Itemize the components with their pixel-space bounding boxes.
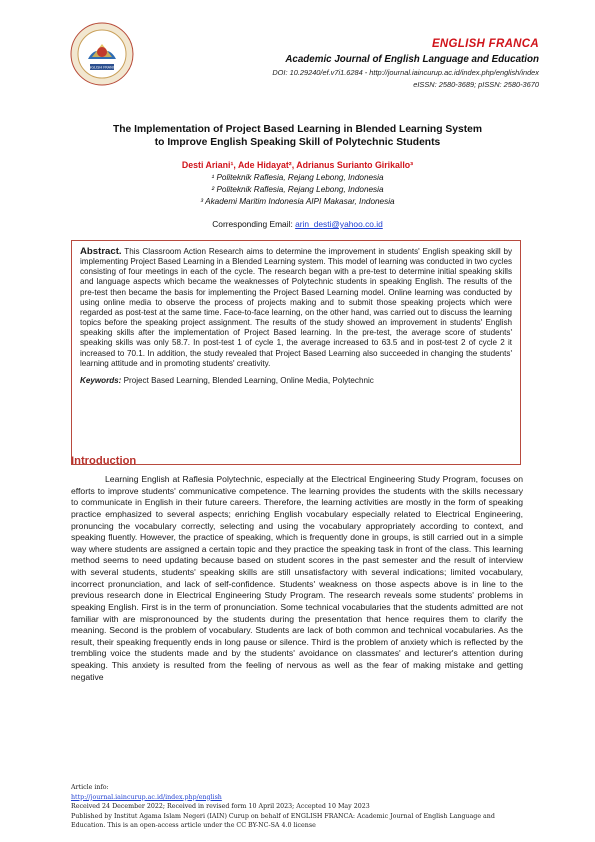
introduction-paragraph: Learning English at Raflesia Polytechnic, especially at the Electrical Engineering Study Program, focuses on efforts to improve students' communicative competence. The learning provides the students with the skills necessary to communicate in English in their future careers. Therefore, the learning activities are mostly in the form of speaking practice emphasized to several aspects; enriching English vocabulary especially related to Electrical Engineering, pronuncing the vocabulary correctly, selecting and using the vocabulary appropriately according to context, and speaking fluently. However, the practice of speaking, which is frequently done in groups, is still carried out in a simple way where students are assigned a certain topic and they practice the speaking task in front of the class. This learning method seems to need updating because based on student scores in the past semester and the result of interview with several students, students' speaking skills are still unsatisfactory with several indications; limited vocabulary, incorrect pronunciation, and lack of self-confidence. Students' weakness on those aspects above is in line to the previous research done in Electrical Engineering Study Program. The research reveals some students' problems in speaking English. First is in the term of pronunciation. Some technical vocabularies that the students admitted are not familiar with are mispronounced by the students during the presentation that hence requires them to clarify the meaning. Second is the problem of vocabulary. Students are lack of both common and technical vocabularies. As the result, their speaking frequently ends in long pause or silence. Third is the problem of anxiety which is reflected by the trembling voice the students made and by the students' avoidance on classmates' and lecturer's attention during speaking. This anxiety is resulted from the feeling of nervous as well as the fear of making mistake and getting negative bbox=[71, 474, 523, 682]
article-dates: Received 24 December 2022; Received in revised form 10 April 2023; Accepted 10 May 2023 bbox=[71, 803, 370, 811]
article-info-label: Article info: bbox=[71, 784, 109, 791]
affiliation-2: ² Politeknik Raflesia, Rejang Lebong, Indonesia bbox=[211, 185, 384, 194]
article-info-footer bbox=[71, 783, 531, 831]
journal-full-name: Academic Journal of English Language and Education bbox=[285, 54, 539, 65]
corresponding-email-link[interactable]: arin_desti@yahoo.co.id bbox=[295, 219, 383, 229]
affiliation-3: ³ Akademi Maritim Indonesia AIPI Makasar, Indonesia bbox=[200, 197, 395, 206]
title-line-2: to Improve English Speaking Skill of Polytechnic Students bbox=[154, 137, 441, 148]
keywords-label: Keywords: bbox=[80, 375, 122, 385]
affiliation-1: ¹ Politeknik Raflesia, Rejang Lebong, Indonesia bbox=[211, 173, 384, 182]
corresponding-email-line bbox=[70, 219, 525, 229]
abstract-label: Abstract. bbox=[80, 246, 122, 257]
journal-url-link[interactable]: http://journal.iaincurup.ac.id/index.php/english bbox=[71, 793, 222, 801]
abstract-box bbox=[71, 240, 521, 465]
keywords-line bbox=[80, 376, 512, 385]
introduction-body bbox=[71, 474, 523, 683]
abstract-body: This Classroom Action Research aims to determine the improvement in students' English speaking skill by implementing Project Based Learning in a Blended Learning system. This model of learning was conducted in two cycles consisting of four meetings in each of the cycle. The research began with a pre-test to determine initial speaking skills and language aspects which became the weaknesses of Polytechnic students in speaking English. The results of the pre-test then became the basis for implementing the Project Based Learning model. Online learning was conducted by using online media to observe the process of projects making and to submit those speaking projects which were regarded as post-test at the same time. Face-to-face learning, on the other hand, was carried out to discuss the learning topics before the speaking project assignment. The results of the study showed an improvement in students' English speaking skills after the implementation of Project Based learning. In the pre-test, the average score of students' speaking skills was only 58.7. In post-test 1 of cycle 1, the average increased to 63.5 and in post-test 2 of cycle 2 it increased to 70.1. In addition, the study revealed that Project Based Learning also succeeded in changing the students' learning attitude and in promoting students' creativity. bbox=[80, 247, 513, 368]
journal-logo bbox=[70, 22, 134, 86]
svg-text:ENGLISH FRANCA: ENGLISH FRANCA bbox=[86, 65, 118, 70]
corresponding-label: Corresponding Email: bbox=[212, 219, 293, 229]
publisher-license: Published by Institut Agama Islam Negeri (IAIN) Curup on behalf of ENGLISH FRANCA: Academic Journal of English Language and Education. This is an open-access article under the CC BY-NC-SA 4.0 license bbox=[71, 812, 495, 830]
issn-line: eISSN: 2580-3689; pISSN: 2580-3670 bbox=[413, 80, 539, 89]
keywords-text: Project Based Learning, Blended Learning, Online Media, Polytechnic bbox=[123, 375, 374, 385]
title-line-1: The Implementation of Project Based Learning in Blended Learning System bbox=[112, 124, 483, 135]
journal-short-name: ENGLISH FRANCA bbox=[431, 38, 539, 50]
author-list: Desti Ariani¹, Ade Hidayat², Adrianus Surianto Girikallo³ bbox=[181, 160, 414, 170]
abstract-paragraph bbox=[80, 247, 512, 369]
introduction-heading: Introduction bbox=[71, 455, 137, 467]
doi-line[interactable]: DOI: 10.29240/ef.v7i1.6284 - http://journal.iaincurup.ac.id/index.php/english/index bbox=[272, 68, 539, 77]
article-title bbox=[70, 123, 525, 149]
